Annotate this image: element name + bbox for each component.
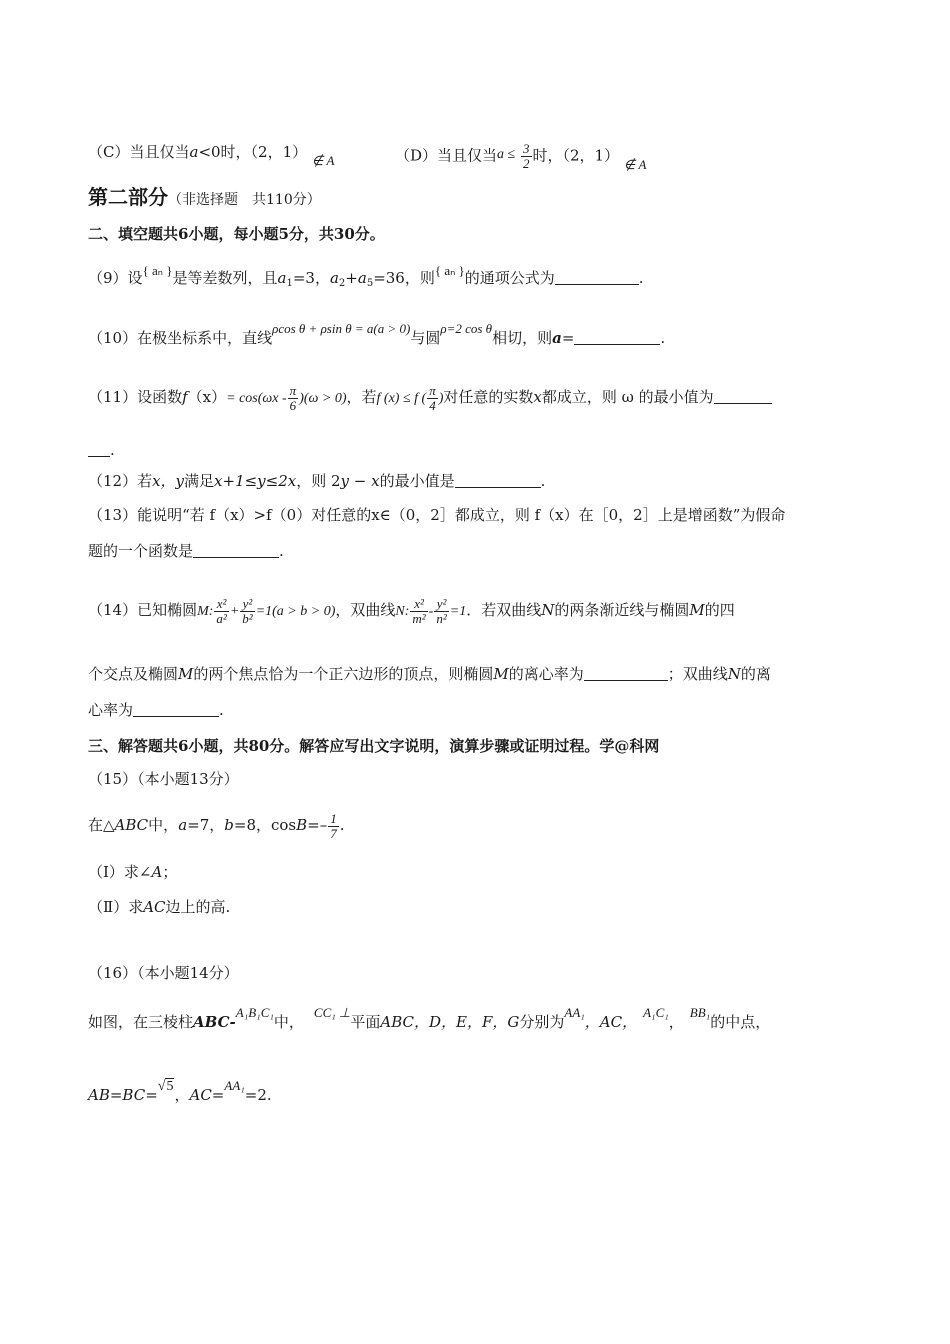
line-equation: ρcos θ + ρsin θ = a(a > 0) [272, 321, 411, 336]
fraction-y2-b2: $\frac{\text{y²}}{\text{b²}}$ [242, 595, 253, 626]
part2-heading: 第二部分（非选择题 共110分） [88, 185, 321, 209]
question-14: （14）已知椭圆M: $\frac{\text{x²}}{\text{a²}}$ + $\frac{\text{y²}}{\text{b²}}$ =1(a > b > 0)，双曲线N: $\frac{\text{x²}}{\text{m²}}$ - $\frac{\text{y²}}{\text{n²}}$ =1．若双曲线N的两条渐近线与椭圆M的四 [88, 595, 735, 626]
answer-blank[interactable] [455, 473, 541, 488]
circle-equation: ρ=2 cos θ [440, 321, 493, 336]
answer-blank[interactable] [574, 330, 660, 345]
question-11-continued: . [88, 440, 115, 460]
fraction-3-2: $\frac{3}{2}$ [523, 141, 530, 171]
question-14-line-3: 心率为 . [88, 701, 224, 719]
fraction-1-7: $\frac{1}{7}$ [330, 810, 337, 841]
answer-blank[interactable] [555, 270, 639, 285]
question-15-stem: 在△ABC中，a=7，b=8，cosB=– $\frac{1}{7}$ . [88, 810, 345, 841]
answer-blank-ellipse[interactable] [584, 666, 668, 681]
question-11: （11）设函数f（x）= cos(ωx - $\frac{\pi}{6}$ )(ω > 0)，若f (x) ≤ f ( $\frac{\pi}{4}$ )对任意的实数x都成立，则 ω 的最小值为 [88, 380, 772, 416]
question-15-part-1: （Ⅰ）求∠A； [88, 863, 178, 881]
section3-title: 三、解答题共6小题，共80分。解答应写出文字说明，演算步骤或证明过程。学@科网 [88, 737, 660, 755]
question-13: （13）能说明“若 f（x）>f（0）对任意的x∈（0，2］都成立，则 f（x）在［0，2］上是增函数”为假命 [88, 506, 786, 524]
answer-blank-continued[interactable] [88, 442, 110, 457]
fraction-pi-4: $\frac{\pi}{4}$ [429, 382, 436, 413]
question-14-line-2: 个交点及椭圆M的两个焦点恰为一个正六边形的顶点，则椭圆M的离心率为 ；双曲线N的离 [88, 665, 771, 683]
question-16-lengths: AB=BC=√5，AC=AA₁=2. [88, 1078, 272, 1104]
section2-title: 二、填空题共6小题，每小题5分，共30分。 [88, 225, 385, 243]
sequence-an: { aₙ } [142, 263, 173, 278]
sequence-an-2: { aₙ } [434, 263, 465, 278]
question-10: （10）在极坐标系中，直线ρcos θ + ρsin θ = a(a > 0)与圆ρ=2 cos θ相切，则a= . [88, 321, 666, 347]
not-in-set-c: ∉ A [311, 153, 335, 168]
not-in-set-d: ∉ A [623, 156, 647, 172]
fraction-x2-a2: $\frac{\text{x²}}{\text{a²}}$ [216, 595, 227, 626]
question-9: （9）设{ aₙ }是等差数列，且$a_1=3$，$a_2+a_5=36$，则{ aₙ }的通项公式为 . [88, 263, 644, 289]
fraction-y2-n2: $\frac{\text{y²}}{\text{n²}}$ [436, 595, 447, 626]
fraction-x2-m2: $\frac{\text{x²}}{\text{m²}}$ [412, 595, 426, 626]
option-c: （C）当且仅当a<0时，（2，1） ∉ A [88, 143, 335, 168]
question-13-continued: 题的一个函数是 . [88, 542, 284, 560]
question-12: （12）若x，y满足x+1≤y≤2x，则 2y − x的最小值是 . [88, 472, 546, 490]
square-root-5: √5 [157, 1079, 174, 1094]
question-16-stem: 如图，在三棱柱ABC-A₁B₁C₁中，CC₁ ⊥平面ABC，D，E，F，G分别为AA₁，AC，A₁C₁，BB₁的中点， [88, 1005, 771, 1031]
answer-blank[interactable] [714, 389, 772, 404]
option-d: （D）当且仅当a ≤ $\frac{3}{2}$ 时，（2，1） ∉ A [395, 141, 647, 172]
answer-blank[interactable] [193, 543, 279, 558]
question-16-heading: （16）（本小题14分） [88, 964, 239, 982]
fraction-pi-6: $\frac{\pi}{6}$ [289, 382, 297, 413]
question-15-part-2: （Ⅱ）求AC边上的高. [88, 898, 231, 916]
answer-blank-hyperbola[interactable] [133, 702, 219, 717]
question-15-heading: （15）（本小题13分） [88, 770, 239, 788]
